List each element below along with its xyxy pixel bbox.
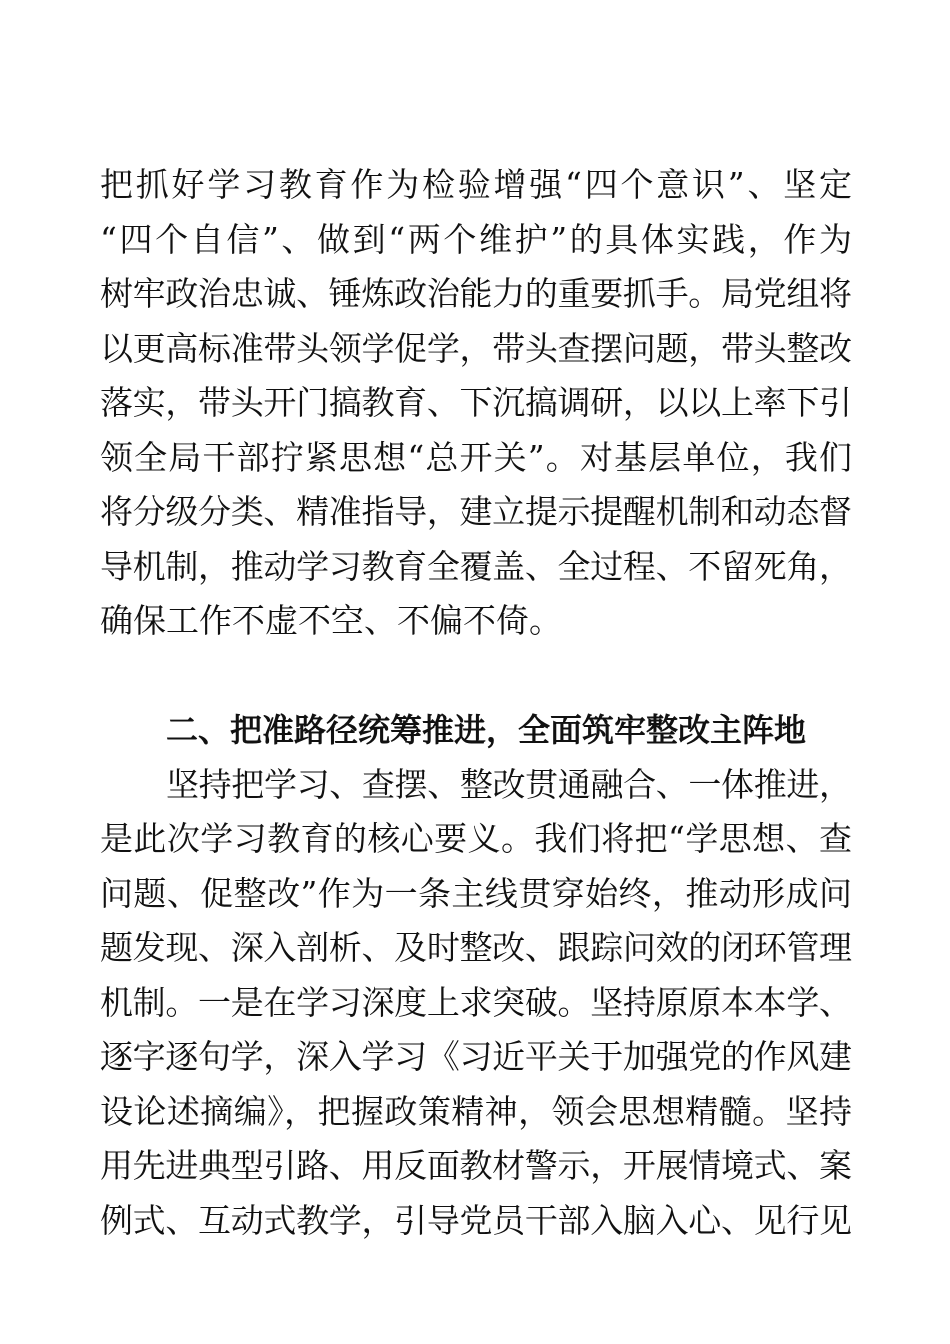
paragraph-1-line: 导机制，推动学习教育全覆盖、全过程、不留死角， [100, 546, 852, 586]
paragraph-2-line: 设论述摘编》，把握政策精神，领会思想精髓。坚持 [100, 1091, 852, 1131]
paragraph-1-line: 将分级分类、精准指导，建立提示提醒机制和动态督 [100, 492, 852, 531]
paragraph-gap [100, 649, 852, 704]
paragraph-2-line: 用先进典型引路、用反面教材警示，开展情境式、案 [100, 1146, 852, 1185]
paragraph-1 [100, 158, 852, 649]
paragraph-2-line: 例式、互动式教学，引导党员干部入脑入心、见行见 [100, 1200, 852, 1240]
section-heading: 二、把准路径统筹推进，全面筑牢整改主阵地 [166, 711, 807, 749]
paragraph-2-line: 机制。一是在学习深度上求突破。坚持原原本本学、 [100, 982, 852, 1022]
paragraph-2-line: 问题、促整改”作为一条主线贯穿始终，推动形成问 [100, 873, 852, 913]
document-body [100, 158, 852, 1248]
paragraph-1-line: 落实，带头开门搞教育、下沉搞调研，以以上率下引 [100, 383, 852, 422]
paragraph-1-line: 树牢政治忠诚、锤炼政治能力的重要抓手。局党组将 [100, 274, 852, 313]
paragraph-1-line: 以更高标准带头领学促学，带头查摆问题，带头整改 [100, 328, 852, 368]
paragraph-1-line: 领全局干部拧紧思想“总开关”。对基层单位，我们 [100, 437, 852, 477]
paragraph-1-line: 把抓好学习教育作为检验增强“四个意识”、坚定 [100, 165, 852, 204]
paragraph-1-line: “四个自信”、做到“两个维护”的具体实践，作为 [100, 219, 852, 259]
paragraph-1-line: 确保工作不虚不空、不偏不倚。 [100, 601, 562, 640]
paragraph-2-line: 坚持把学习、查摆、整改贯通融合、一体推进， [166, 764, 852, 804]
paragraph-2-line: 是此次学习教育的核心要义。我们将把“学思想、查 [100, 819, 852, 858]
paragraph-2 [100, 758, 852, 1249]
paragraph-2-line: 题发现、深入剖析、及时整改、跟踪问效的闭环管理 [100, 928, 852, 967]
paragraph-2-line: 逐字逐句学，深入学习《习近平关于加强党的作风建 [100, 1037, 852, 1076]
